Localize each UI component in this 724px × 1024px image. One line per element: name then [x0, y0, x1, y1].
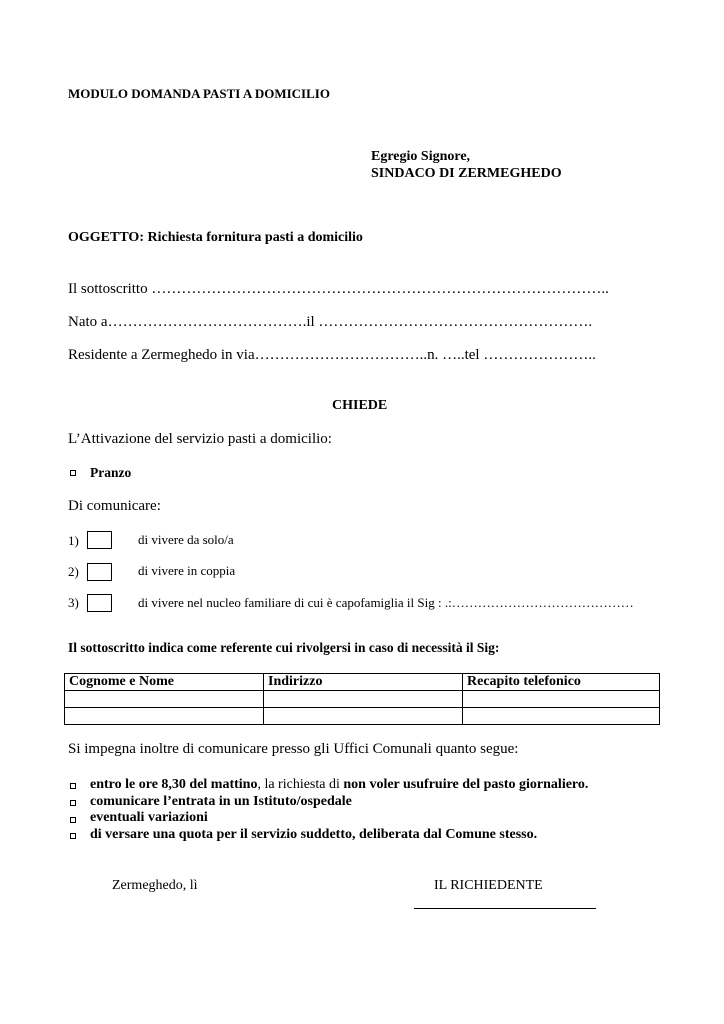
column-header: Cognome e Nome — [65, 674, 264, 691]
recipient-office: SINDACO DI ZERMEGHEDO — [371, 166, 562, 181]
field-residente: Residente a Zermeghedo in via……………………………..n. …..tel ………………….. — [68, 347, 596, 363]
attivazione-text: L’Attivazione del servizio pasti a domicilio: — [68, 431, 332, 447]
bullet-item-4: di versare una quota per il servizio suddetto, deliberata dal Comune stesso. — [90, 827, 538, 842]
table-cell[interactable] — [264, 691, 463, 708]
option-number: 3) — [68, 595, 79, 610]
column-header: Indirizzo — [264, 674, 463, 691]
bullet-text: , la richiesta di — [257, 777, 344, 792]
checkbox-bullet-icon — [70, 783, 76, 789]
checkbox-coppia[interactable] — [87, 563, 112, 581]
table-header-row — [65, 674, 660, 691]
recipient-salutation: Egregio Signore, — [371, 149, 471, 164]
table-cell[interactable] — [463, 691, 660, 708]
bullet-item-1 — [90, 777, 588, 793]
checkbox-bullet-icon — [70, 833, 76, 839]
table-cell[interactable] — [65, 708, 264, 725]
checkbox-nucleo[interactable] — [87, 594, 112, 612]
bullet-bold-text: entro le ore 8,30 del mattino — [90, 777, 258, 792]
column-header: Recapito telefonico — [463, 674, 660, 691]
impegno-text: Si impegna inoltre di comunicare presso gli Uffici Comunali quanto segue: — [68, 741, 519, 757]
referente-intro: Il sottoscritto indica come referente cui rivolgersi in caso di necessità il Sig: — [68, 640, 500, 655]
pranzo-option: Pranzo — [90, 465, 132, 480]
document-title: MODULO DOMANDA PASTI A DOMICILIO — [68, 86, 330, 101]
table-row — [65, 691, 660, 708]
checkbox-bullet-icon — [70, 470, 76, 476]
bullet-item-2: comunicare l’entrata in un Istituto/ospedale — [90, 794, 352, 809]
signature-label: IL RICHIEDENTE — [434, 878, 543, 893]
bullet-bold-text: non voler usufruire del pasto giornaliero. — [343, 777, 589, 792]
table-cell[interactable] — [65, 691, 264, 708]
table-cell[interactable] — [264, 708, 463, 725]
subject-line: OGGETTO: Richiesta fornitura pasti a domicilio — [68, 230, 363, 245]
option-number: 2) — [68, 564, 79, 579]
di-comunicare-text: Di comunicare: — [68, 498, 161, 514]
referente-table — [64, 673, 660, 725]
checkbox-bullet-icon — [70, 800, 76, 806]
checkbox-bullet-icon — [70, 817, 76, 823]
field-sottoscritto: Il sottoscritto ……………………………………………………………………………….. — [68, 281, 609, 297]
option-text: di vivere da solo/a — [138, 532, 234, 547]
bullet-item-3: eventuali variazioni — [90, 810, 208, 825]
table-cell[interactable] — [463, 708, 660, 725]
chiede-heading: CHIEDE — [332, 398, 388, 413]
option-number: 1) — [68, 533, 79, 548]
place-date: Zermeghedo, lì — [112, 878, 198, 893]
checkbox-solo[interactable] — [87, 531, 112, 549]
option-text: di vivere in coppia — [138, 563, 236, 578]
table-row — [65, 708, 660, 725]
signature-line[interactable] — [414, 908, 596, 909]
option-text: di vivere nel nucleo familiare di cui è capofamiglia il Sig : .:…………………………………… — [138, 595, 634, 610]
field-nato: Nato a………………………………….il ………………………………………………. — [68, 314, 593, 330]
